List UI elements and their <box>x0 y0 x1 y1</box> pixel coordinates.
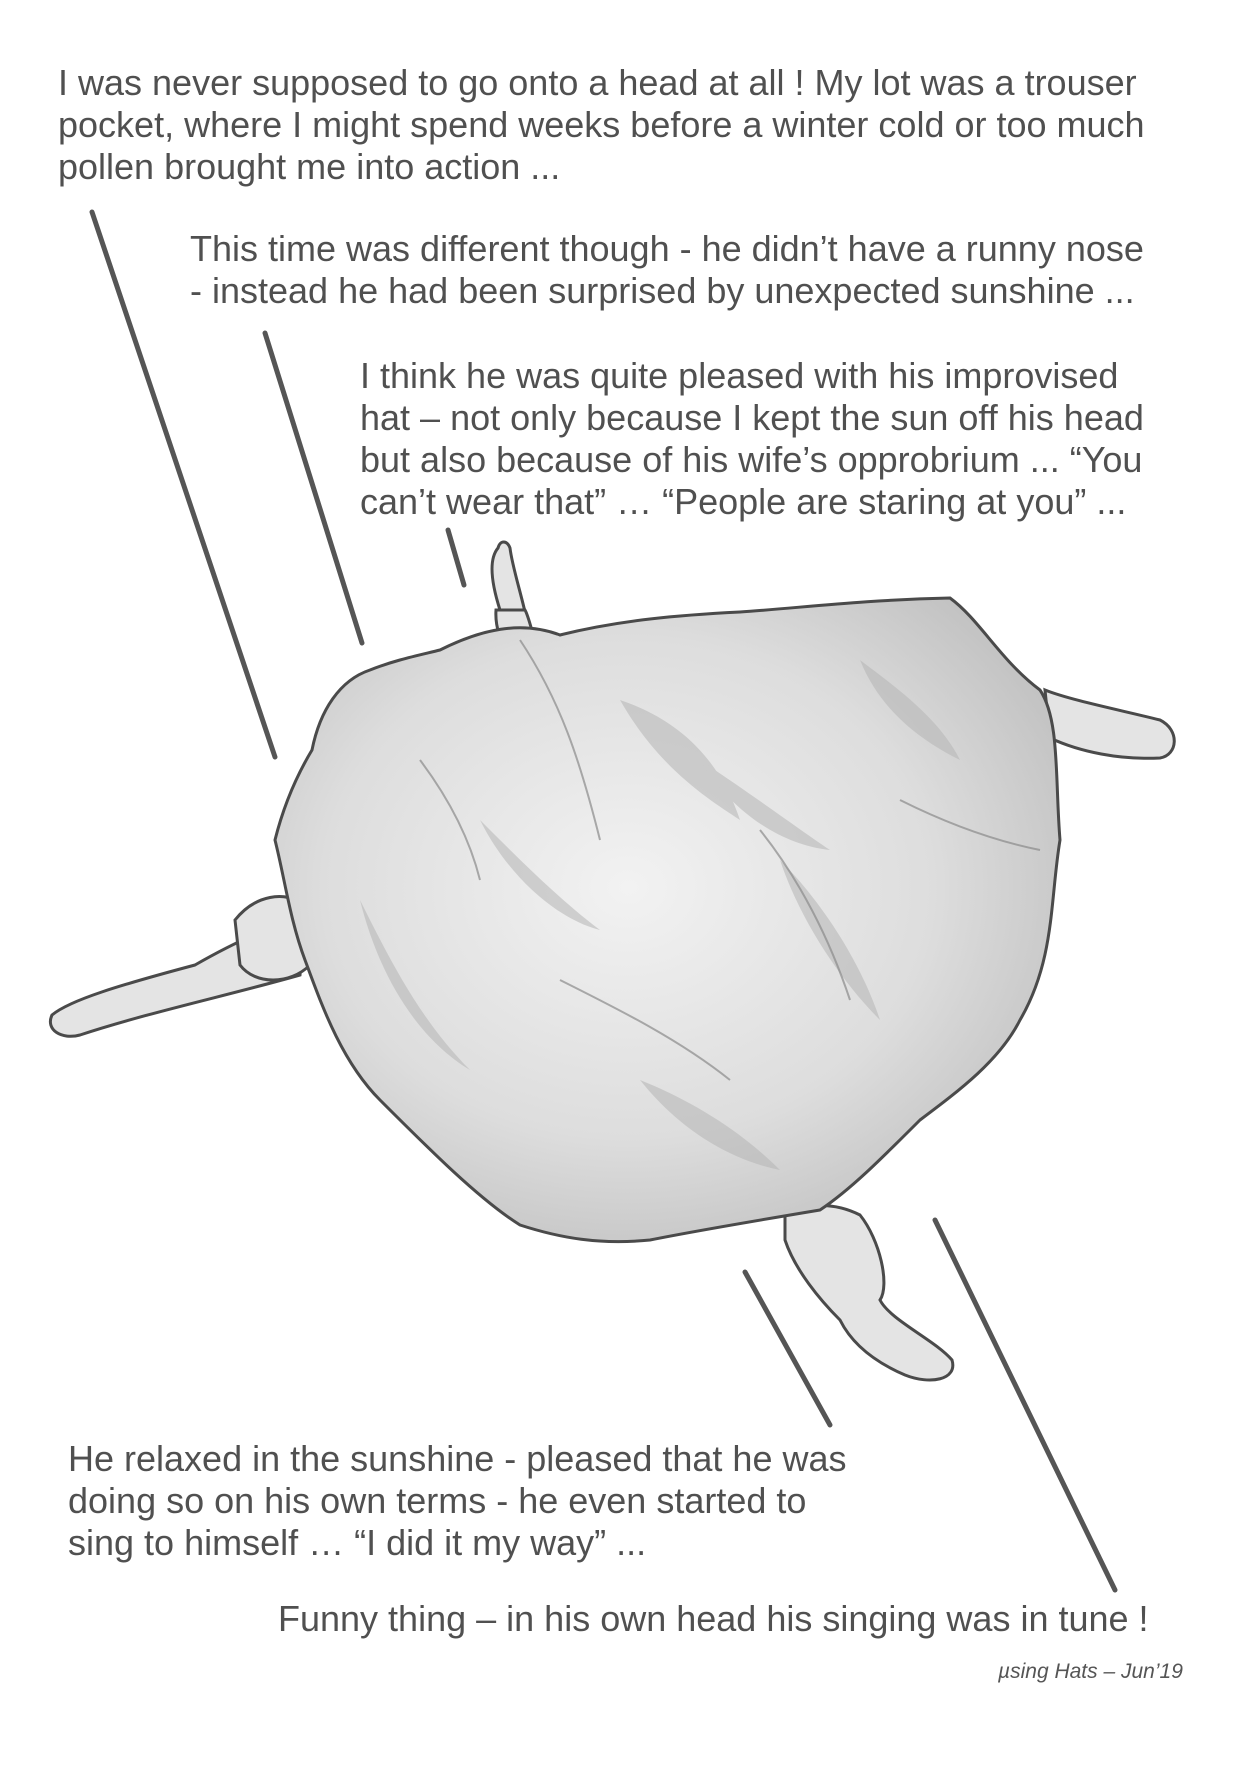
caption-line: This time was different though - he didn’t have a runny nose <box>190 228 1144 269</box>
caption-unexpected-sunshine <box>190 228 1144 312</box>
knot-bottom <box>785 1206 953 1380</box>
caption-line: Funny thing – in his own head his singing was in tune ! <box>278 1598 1149 1639</box>
footer-credit: µsing Hats – Jun’19 <box>998 1660 1183 1683</box>
caption-line: but also because of his wife’s opprobrium ... “You <box>360 439 1143 480</box>
caption-line: I think he was quite pleased with his improvised <box>360 355 1119 396</box>
caption-line: He relaxed in the sunshine - pleased that he was <box>68 1438 847 1479</box>
caption-line: - instead he had been surprised by unexpected sunshine ... <box>190 270 1135 311</box>
caption-line: doing so on his own terms - he even started to <box>68 1480 807 1521</box>
caption-improvised-hat <box>360 355 1144 523</box>
caption-line: hat – not only because I kept the sun off his head <box>360 397 1144 438</box>
caption-relaxed-singing <box>68 1438 846 1564</box>
caption-line: pocket, where I might spend weeks before a winter cold or too much <box>58 104 1145 145</box>
caption-line: I was never supposed to go onto a head at all ! My lot was a trouser <box>58 62 1137 103</box>
caption-line: sing to himself … “I did it my way” ... <box>68 1522 647 1563</box>
pointer-line-3 <box>448 530 464 585</box>
pointer-line-5 <box>935 1220 1115 1590</box>
caption-line: pollen brought me into action ... <box>58 146 561 187</box>
caption-trouser-pocket <box>58 62 1145 188</box>
knot-top <box>492 542 525 612</box>
caption-funny-thing <box>278 1598 1149 1640</box>
knot-right <box>1045 690 1174 758</box>
caption-line: can’t wear that” … “People are staring at you” ... <box>360 481 1127 522</box>
handkerchief-body <box>275 598 1060 1242</box>
pointer-line-2 <box>265 333 362 643</box>
